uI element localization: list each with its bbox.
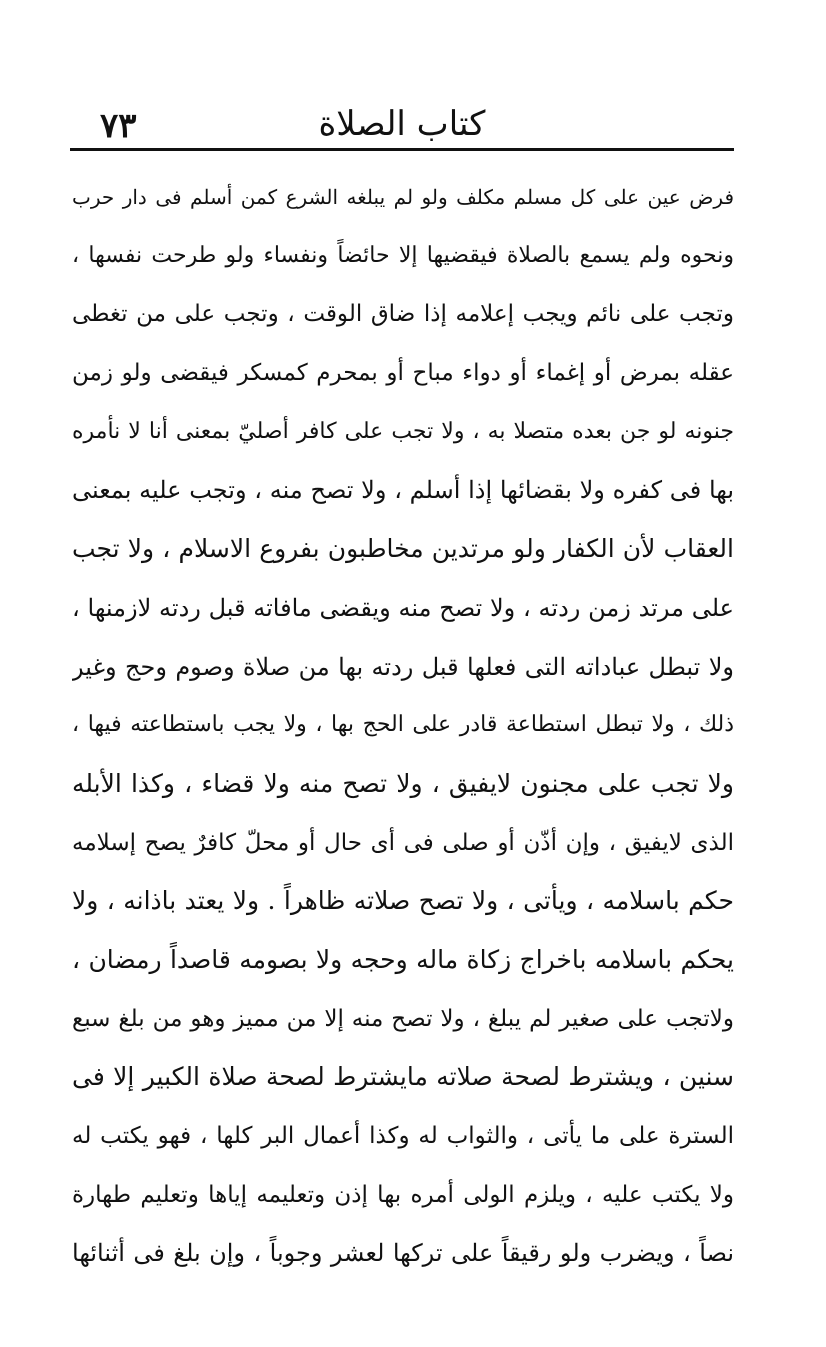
page-header: [70, 100, 734, 148]
text-line: ولاتجب على صغير لم يبلغ ، ولا تصح منه إلا من مميز وهو من بلغ سبع: [72, 1005, 734, 1032]
text-line: بها فى كفره ولا بقضائها إذا أسلم ، ولا تصح منه ، وتجب عليه بمعنى: [72, 476, 734, 505]
text-line: الذى لايفيق ، وإن أذّن أو صلى فى أى حال أو محلّ كافرٌ يصح إسلامه: [72, 829, 734, 856]
text-line: سنين ، ويشترط لصحة صلاته مايشترط لصحة صلاة الكبير إلا فى: [72, 1062, 734, 1092]
body-text: [72, 168, 734, 1283]
page-number: ٧٣: [100, 106, 137, 146]
text-line: نصاً ، ويضرب ولو رقيقاً على تركها لعشر وجوباً ، وإن بلغ فى أثنائها: [72, 1239, 734, 1268]
text-line: ولا يكتب عليه ، ويلزم الولى أمره بها إذن وتعليمه إياها وتعليم طهارة: [72, 1181, 734, 1208]
text-line: ولا تجب على مجنون لايفيق ، ولا تصح منه ولا قضاء ، وكذا الأبله: [72, 768, 734, 798]
text-line: وتجب على نائم ويجب إعلامه إذا ضاق الوقت ، وتجب على من تغطى: [72, 301, 734, 328]
text-line: عقله بمرض أو إغماء أو دواء مباح أو بمحرم كمسكر فيقضى ولو زمن: [72, 360, 734, 387]
text-line: حكم باسلامه ، ويأتى ، ولا تصح صلاته ظاهراً . ولا يعتد باذانه ، ولا: [72, 886, 734, 916]
text-line: ولا تبطل عباداته التى فعلها قبل ردته بها من صلاة وصوم وحج وغير: [72, 652, 734, 681]
text-line: يحكم باسلامه باخراج زكاة ماله وحجه ولا بصومه قاصداً رمضان ،: [72, 944, 734, 974]
header-rule: [70, 148, 734, 151]
running-title: كتاب الصلاة: [318, 104, 486, 144]
text-line: ذلك ، ولا تبطل استطاعة قادر على الحج بها ، ولا يجب باستطاعته فيها ،: [72, 712, 734, 738]
text-line: ونحوه ولم يسمع بالصلاة فيقضيها إلا حائضاً ونفساء ولو طرحت نفسها ،: [72, 242, 734, 268]
text-line: جنونه لو جن بعده متصلا به ، ولا تجب على كافر أصليّ بمعنى أنا لا نأمره: [72, 418, 734, 444]
text-line: على مرتد زمن ردته ، ولا تصح منه ويقضى مافاته قبل ردته لازمنها ،: [72, 593, 734, 622]
text-line: فرض عين على كل مسلم مكلف ولو لم يبلغه الشرع كمن أسلم فى دار حرب: [72, 185, 734, 209]
text-line: السترة على ما يأتى ، والثواب له وكذا أعمال البر كلها ، فهو يكتب له: [72, 1123, 734, 1149]
text-line: العقاب لأن الكفار ولو مرتدين مخاطبون بفروع الاسلام ، ولا تجب: [72, 534, 734, 564]
